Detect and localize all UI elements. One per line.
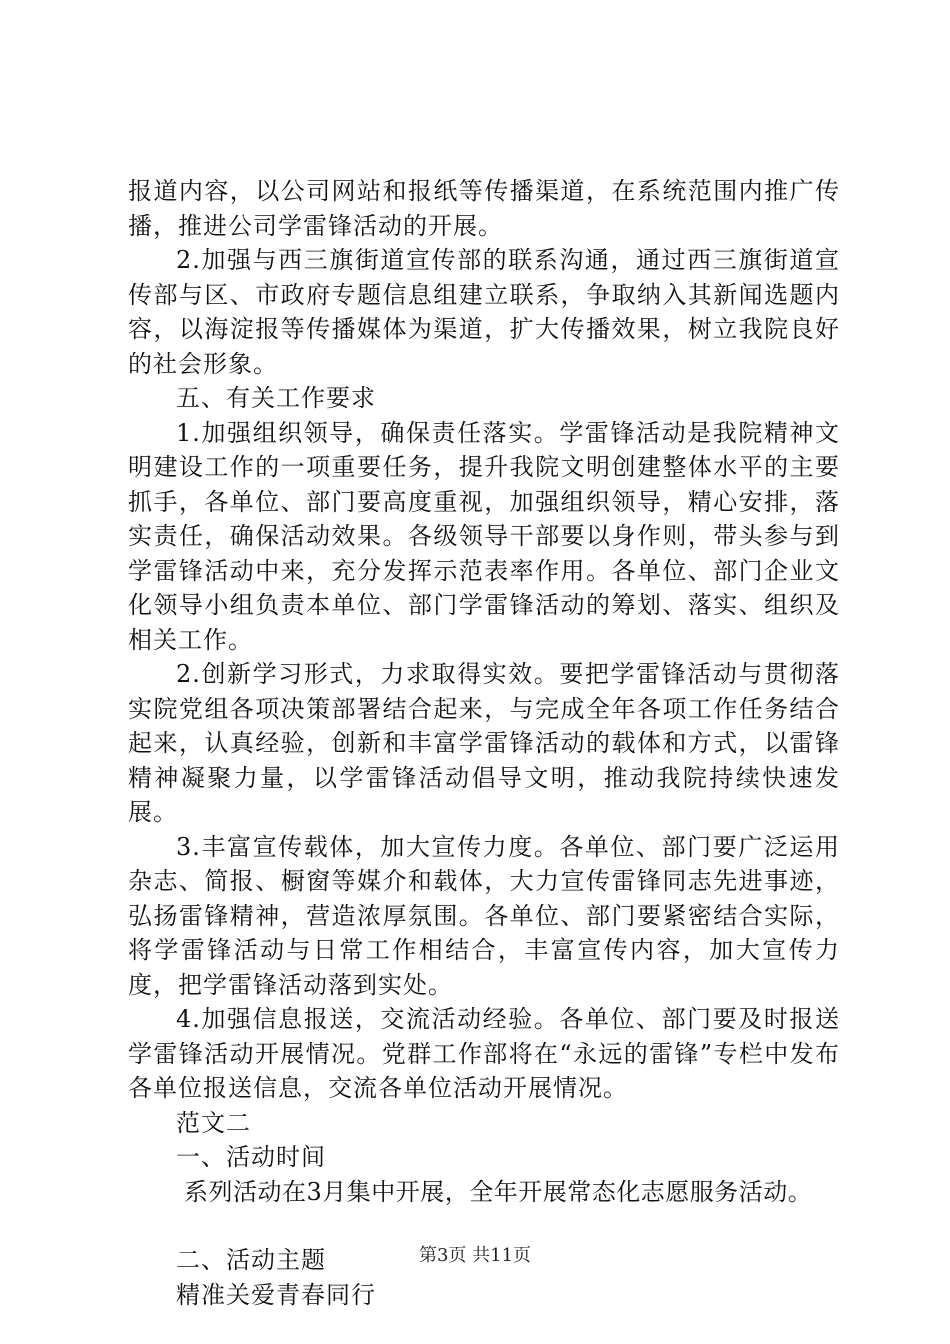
paragraph-item-2-publicity: 2.加强与西三旗街道宣传部的联系沟通，通过西三旗街道宣传部与区、市政府专题信息组建立联系，争取纳入其新闻选题内容，以海淀报等传播媒体为渠道，扩大传播效果，树立我院良好的社会形象。 <box>128 246 840 378</box>
paragraph-item-2-innovation: 2.创新学习形式，力求取得实效。要把学雷锋活动与贯彻落实院党组各项决策部署结合起来，与完成全年各项工作任务结合起来，认真经验，创新和丰富学雷锋活动的载体和方式，以雷锋精神凝聚力量，以学雷锋活动倡导文明，推动我院持续快速发展。 <box>128 660 840 826</box>
section-heading-sample-two: 范文二 <box>176 1108 251 1137</box>
section-heading-activity-time: 一、活动时间 <box>176 1143 326 1171</box>
page-number-footer: 第3页 共11页 <box>418 1245 532 1266</box>
document-body <box>128 174 840 1312</box>
paragraph-activity-theme: 精准关爱青春同行 <box>176 1280 376 1309</box>
blank-line <box>128 1209 840 1243</box>
paragraph-item-4-reporting: 4.加强信息报送，交流活动经验。各单位、部门要及时报送学雷锋活动开展情况。党群工作部将在“永远的雷锋”专栏中发布各单位报送信息，交流各单位活动开展情况。 <box>128 1005 840 1102</box>
paragraph-item-3-carriers: 3.丰富宣传载体，加大宣传力度。各单位、部门要广泛运用杂志、简报、橱窗等媒介和载体，大力宣传雷锋同志先进事迹，弘扬雷锋精神，营造浓厚氛围。各单位、部门要紧密结合实际，将学雷锋活动与日常工作相结合，丰富宣传内容，加大宣传力度，把学雷锋活动落到实处。 <box>128 832 840 999</box>
paragraph-continuation: 报道内容，以公司网站和报纸等传播渠道，在系统范围内推广传播，推进公司学雷锋活动的开展。 <box>128 177 840 240</box>
section-heading-requirements: 五、有关工作要求 <box>176 384 376 412</box>
section-heading-activity-theme: 二、活动主题 <box>176 1246 326 1274</box>
paragraph-item-1-leadership: 1.加强组织领导，确保责任落实。学雷锋活动是我院精神文明建设工作的一项重要任务，提升我院文明创建整体水平的主要抓手，各单位、部门要高度重视，加强组织领导，精心安排，落实责任，确保活动效果。各级领导干部要以身作则，带头参与到学雷锋活动中来，充分发挥示范表率作用。各单位、部门企业文化领导小组负责本单位、部门学雷锋活动的筹划、落实、组织及相关工作。 <box>128 418 840 654</box>
paragraph-activity-time: 系列活动在3月集中开展，全年开展常态化志愿服务活动。 <box>184 1177 813 1206</box>
